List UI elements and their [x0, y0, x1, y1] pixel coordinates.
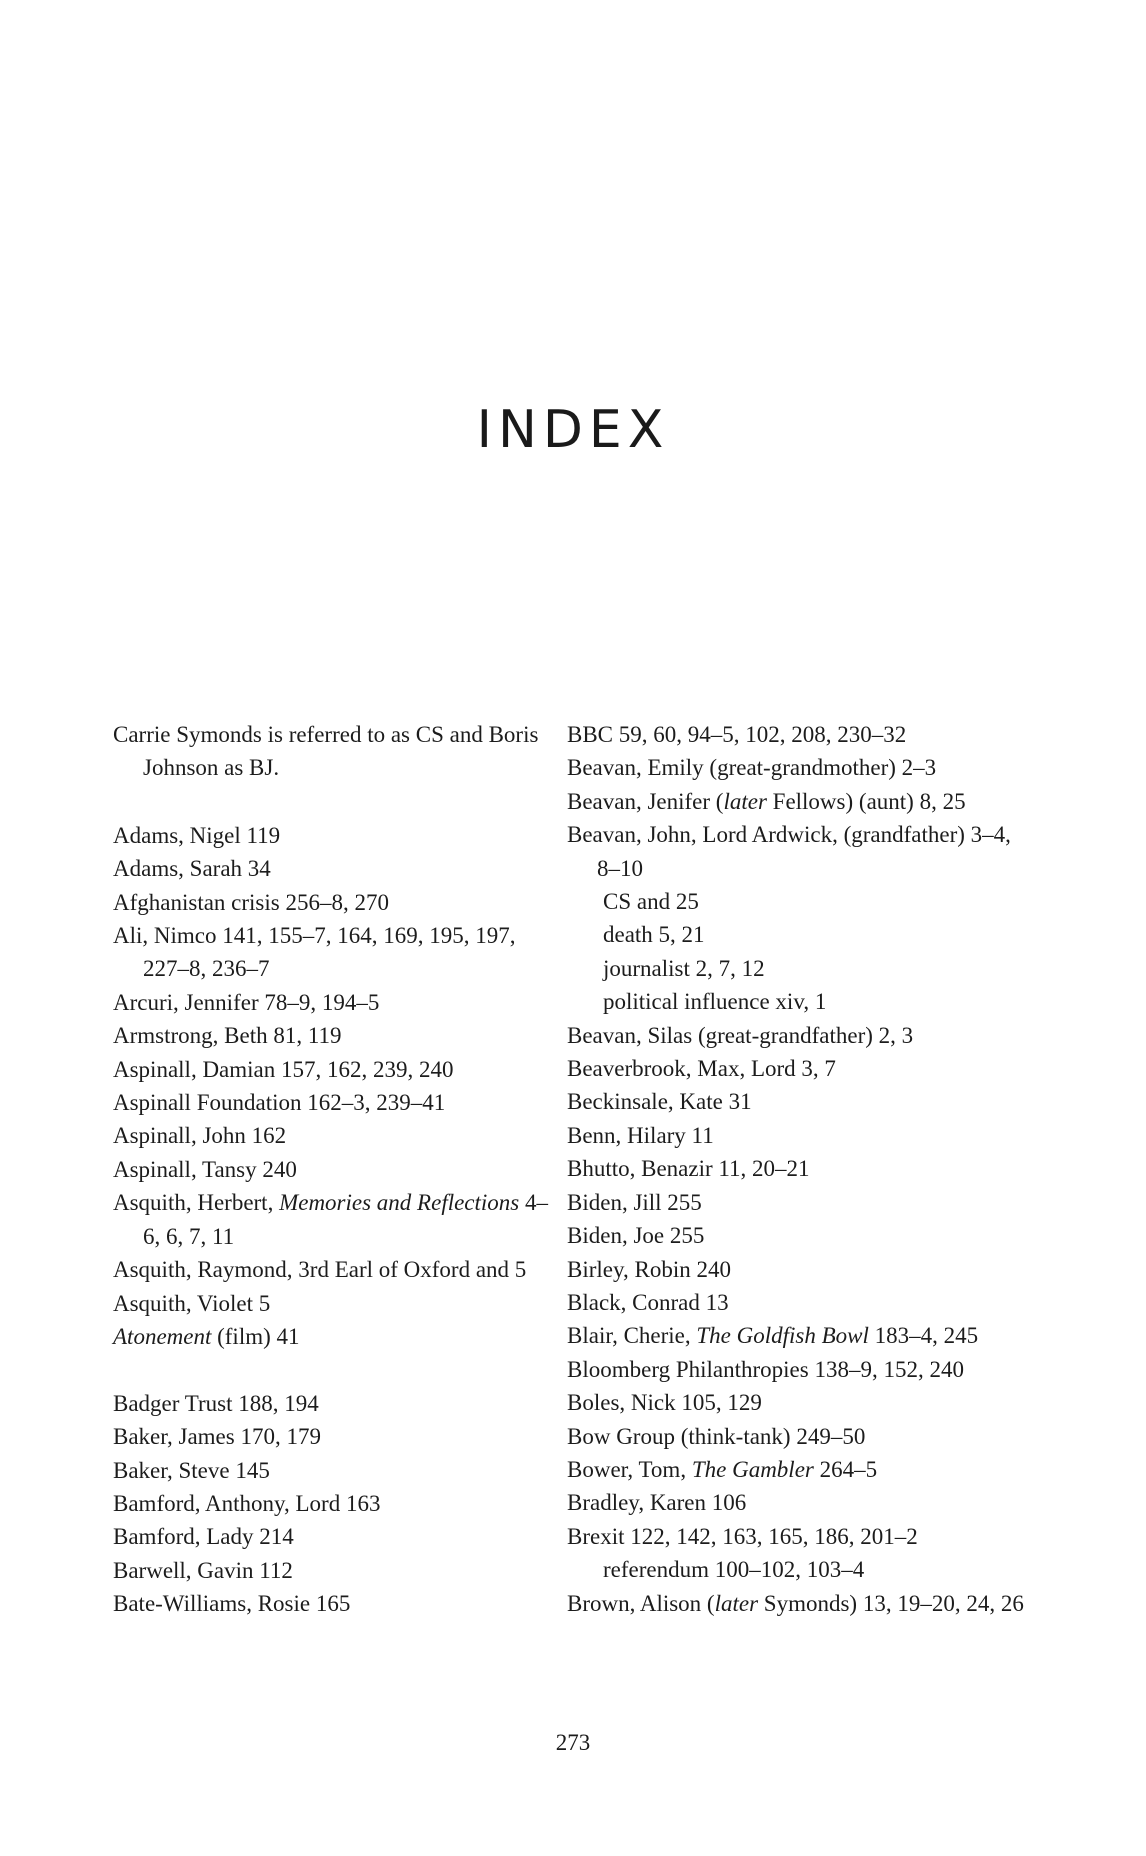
index-entry	[567, 1219, 1037, 1252]
index-entry	[567, 718, 1037, 751]
index-entry-text: Baker, Steve 145	[113, 1457, 270, 1483]
index-entry-text: Beavan, John, Lord Ardwick, (grandfather) 3–4, 8–10	[567, 822, 1011, 881]
index-entry-text: Adams, Nigel 119	[113, 822, 281, 848]
index-entry	[113, 1186, 563, 1253]
index-column-left	[113, 718, 563, 1621]
index-entry	[113, 1086, 563, 1119]
index-entry-text: Bradley, Karen 106	[567, 1490, 747, 1516]
index-entry	[567, 1453, 1037, 1486]
index-entry	[113, 819, 563, 852]
index-entry-text: Beavan, Silas (great-grandfather) 2, 3	[567, 1022, 914, 1048]
index-entry	[567, 1386, 1037, 1419]
index-entry-italic: Atonement	[113, 1323, 212, 1349]
index-entry	[567, 751, 1037, 784]
index-entry-text: referendum 100–102, 103–4	[603, 1557, 865, 1583]
index-entry-text: Brown, Alison (	[567, 1590, 715, 1616]
index-column-right	[567, 718, 1037, 1620]
index-entry-text: Bloomberg Philanthropies 138–9, 152, 240	[567, 1356, 964, 1382]
index-entry-text: Baker, James 170, 179	[113, 1424, 321, 1450]
index-entry	[113, 1119, 563, 1152]
index-entry-text: journalist 2, 7, 12	[603, 955, 765, 981]
index-entry-italic: later	[714, 1590, 759, 1616]
index-entry-text: CS and 25	[603, 889, 699, 915]
index-entry	[113, 1520, 563, 1553]
index-entry-text: Biden, Joe 255	[567, 1223, 705, 1249]
index-entry	[567, 1019, 1037, 1052]
index-entry	[567, 1353, 1037, 1386]
page-title: INDEX	[476, 400, 670, 460]
index-entry	[567, 1420, 1037, 1453]
index-entry	[113, 919, 563, 986]
index-entry-text: Boles, Nick 105, 129	[567, 1390, 762, 1416]
index-entry-text: Aspinall, Tansy 240	[113, 1156, 297, 1182]
index-entry-text: Bhutto, Benazir 11, 20–21	[567, 1156, 810, 1182]
index-entry	[567, 785, 1037, 818]
index-entry-text: Beaverbrook, Max, Lord 3, 7	[567, 1056, 836, 1082]
page-number: 273	[555, 1730, 591, 1755]
index-entry	[113, 986, 563, 1019]
index-entry	[567, 1052, 1037, 1085]
index-entry-text: Arcuri, Jennifer 78–9, 194–5	[113, 989, 380, 1015]
index-entry	[113, 1554, 563, 1587]
index-entry	[113, 1420, 563, 1453]
index-entry-italic: Memories and Reflections	[279, 1190, 520, 1216]
index-entry-text: Asquith, Violet 5	[113, 1290, 271, 1316]
index-note: Carrie Symonds is referred to as CS and Boris Johnson as BJ.	[113, 722, 539, 781]
index-entry-text: Benn, Hilary 11	[567, 1122, 714, 1148]
index-entry	[113, 852, 563, 885]
index-entry-text: Bamford, Anthony, Lord 163	[113, 1490, 381, 1516]
index-entry-text: Birley, Robin 240	[567, 1256, 731, 1282]
index-entry-text: Aspinall, John 162	[113, 1123, 287, 1149]
index-entry	[567, 1085, 1037, 1118]
index-entry	[113, 1253, 563, 1286]
index-entry-text: Black, Conrad 13	[567, 1289, 729, 1315]
index-entry	[567, 1286, 1037, 1319]
index-entry-pages: 264–5	[813, 1456, 878, 1482]
index-entry	[567, 818, 1037, 885]
index-entry	[113, 1320, 563, 1353]
index-entry-text: Adams, Sarah 34	[113, 856, 271, 882]
spacer	[113, 1353, 563, 1386]
index-entry-text: Beckinsale, Kate 31	[567, 1089, 752, 1115]
index-subentry	[567, 952, 1037, 985]
index-entry-text: political influence xiv, 1	[603, 989, 827, 1015]
index-entry	[113, 1019, 563, 1052]
index-entry	[113, 1287, 563, 1320]
index-entry-text: Bow Group (think-tank) 249–50	[567, 1423, 866, 1449]
index-entry	[567, 1119, 1037, 1152]
index-entry-italic: later	[723, 788, 767, 814]
index-entry-text: Bate-Williams, Rosie 165	[113, 1591, 351, 1617]
index-entry-text: Barwell, Gavin 112	[113, 1557, 293, 1583]
index-entry	[567, 1186, 1037, 1219]
index-entry-text: BBC 59, 60, 94–5, 102, 208, 230–32	[567, 722, 907, 747]
index-entry	[567, 1319, 1037, 1352]
index-entry-text: Brexit 122, 142, 163, 165, 186, 201–2	[567, 1523, 918, 1549]
index-entry-pages: 183–4, 245	[868, 1323, 979, 1349]
index-entry	[113, 1587, 563, 1620]
index-entry	[567, 1486, 1037, 1519]
index-entry-text: Aspinall, Damian 157, 162, 239, 240	[113, 1056, 454, 1082]
index-subentry	[567, 885, 1037, 918]
index-entry-text: Blair, Cherie,	[567, 1323, 697, 1349]
index-entry-italic: The Gambler	[691, 1456, 814, 1482]
index-entry	[113, 1053, 563, 1086]
spacer	[113, 785, 563, 819]
index-entry	[113, 1487, 563, 1520]
index-entry	[113, 1454, 563, 1487]
index-entry	[567, 1152, 1037, 1185]
index-entry-text: Beavan, Emily (great-grandmother) 2–3	[567, 755, 937, 781]
index-entry-text: Biden, Jill 255	[567, 1189, 702, 1215]
index-entry	[113, 1387, 563, 1420]
index-subentry	[567, 918, 1037, 951]
index-entry	[113, 1153, 563, 1186]
index-entry	[567, 1253, 1037, 1286]
index-entry-text: Armstrong, Beth 81, 119	[113, 1023, 342, 1049]
index-entry-text: Ali, Nimco 141, 155–7, 164, 169, 195, 197, 227–8, 236–7	[113, 923, 516, 982]
index-groups-left	[113, 819, 563, 1621]
index-entry-text: Badger Trust 188, 194	[113, 1390, 319, 1416]
index-entry-text: Bower, Tom,	[567, 1456, 692, 1482]
index-entry-text: Beavan, Jenifer (	[567, 788, 724, 814]
index-entry-text: Aspinall Foundation 162–3, 239–41	[113, 1090, 446, 1116]
index-entry	[567, 1587, 1037, 1620]
index-entry-text: Bamford, Lady 214	[113, 1524, 294, 1550]
index-entry-pages: Fellows) (aunt) 8, 25	[766, 788, 966, 814]
index-entry-text: death 5, 21	[603, 922, 705, 948]
index-entry-text: Afghanistan crisis 256–8, 270	[113, 889, 389, 915]
index-entries-right	[567, 718, 1037, 1620]
index-entry	[567, 1520, 1037, 1553]
index-entry-pages: Symonds) 13, 19–20, 24, 26	[758, 1590, 1024, 1616]
index-entry-text: Asquith, Raymond, 3rd Earl of Oxford and 5	[113, 1257, 527, 1283]
index-entry-text: Asquith, Herbert,	[113, 1190, 280, 1216]
index-subentry	[567, 1553, 1037, 1586]
index-entry-italic: The Goldfish Bowl	[696, 1323, 869, 1349]
index-entry-pages: (film) 41	[211, 1323, 300, 1349]
index-entry	[113, 886, 563, 919]
index-subentry	[567, 985, 1037, 1018]
index-entry-pages: 4–6, 6, 7, 11	[143, 1190, 548, 1249]
